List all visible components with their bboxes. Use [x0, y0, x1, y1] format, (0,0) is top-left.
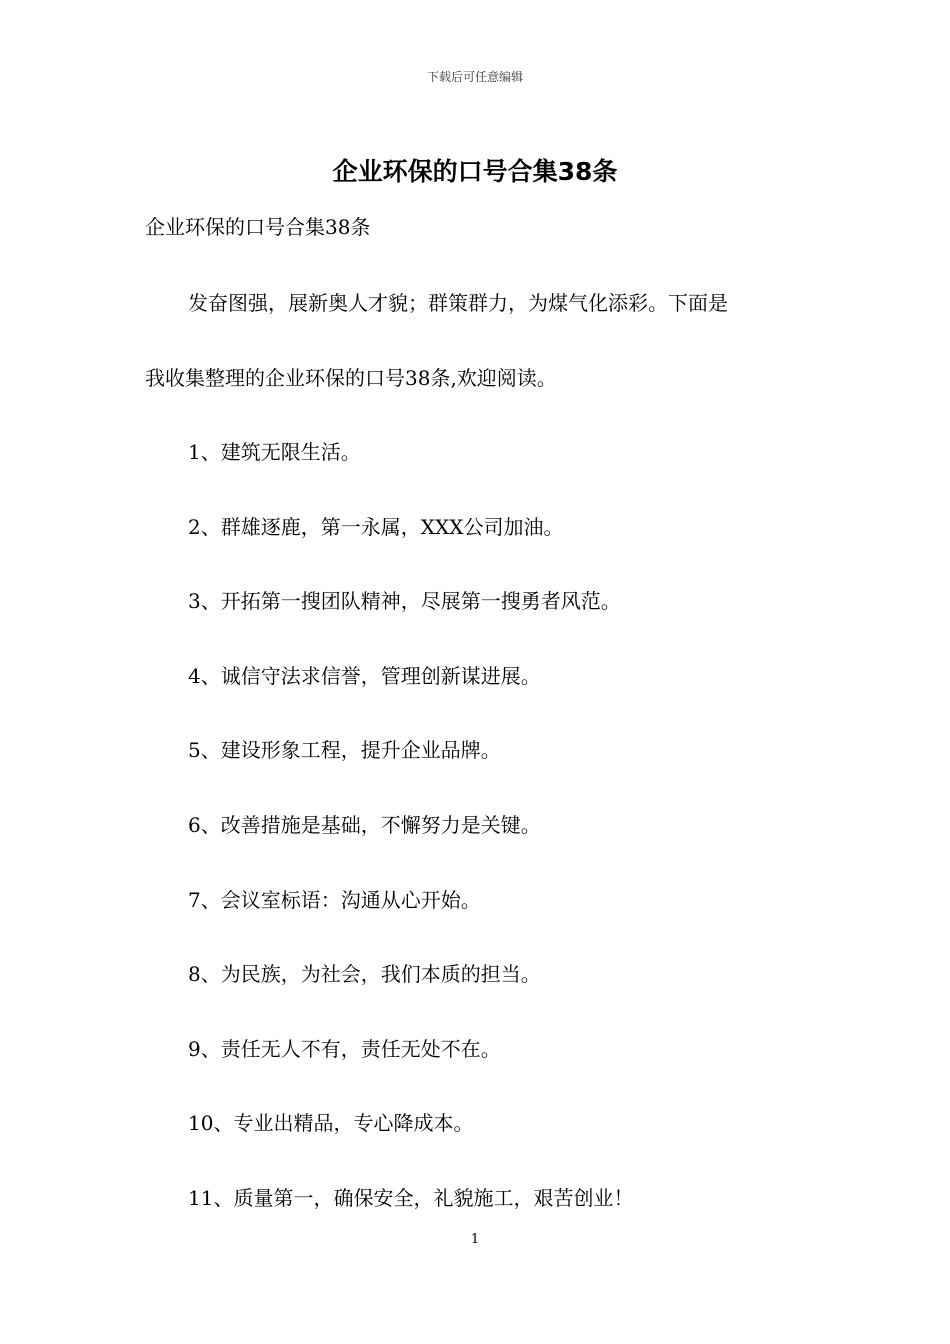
intro-line-1: 发奋图强，展新奥人才貌；群策群力，为煤气化添彩。下面是 [188, 291, 728, 315]
page-number: 1 [470, 1232, 480, 1247]
document-title: 企业环保的口号合集38条 [332, 157, 618, 186]
document-subtitle: 企业环保的口号合集38条 [145, 215, 371, 239]
list-item: 1、建筑无限生活。 [188, 440, 361, 464]
list-item: 3、开拓第一搜团队精神，尽展第一搜勇者风范。 [188, 589, 621, 613]
list-item: 7、会议室标语：沟通从心开始。 [188, 888, 481, 912]
list-item: 8、为民族，为社会，我们本质的担当。 [188, 962, 541, 986]
header-note: 下载后可任意编辑 [426, 70, 523, 84]
list-item: 9、责任无人不有，责任无处不在。 [188, 1037, 501, 1061]
list-item: 2、群雄逐鹿，第一永属，XXX公司加油。 [188, 515, 564, 539]
list-item: 6、改善措施是基础，不懈努力是关键。 [188, 813, 541, 837]
list-item: 5、建设形象工程，提升企业品牌。 [188, 738, 501, 762]
list-item: 4、诚信守法求信誉，管理创新谋进展。 [188, 664, 541, 688]
intro-line-2: 我收集整理的企业环保的口号38条,欢迎阅读。 [145, 366, 557, 390]
list-item: 10、专业出精品，专心降成本。 [188, 1111, 474, 1135]
list-item: 11、质量第一，确保安全，礼貌施工，艰苦创业！ [188, 1186, 634, 1210]
